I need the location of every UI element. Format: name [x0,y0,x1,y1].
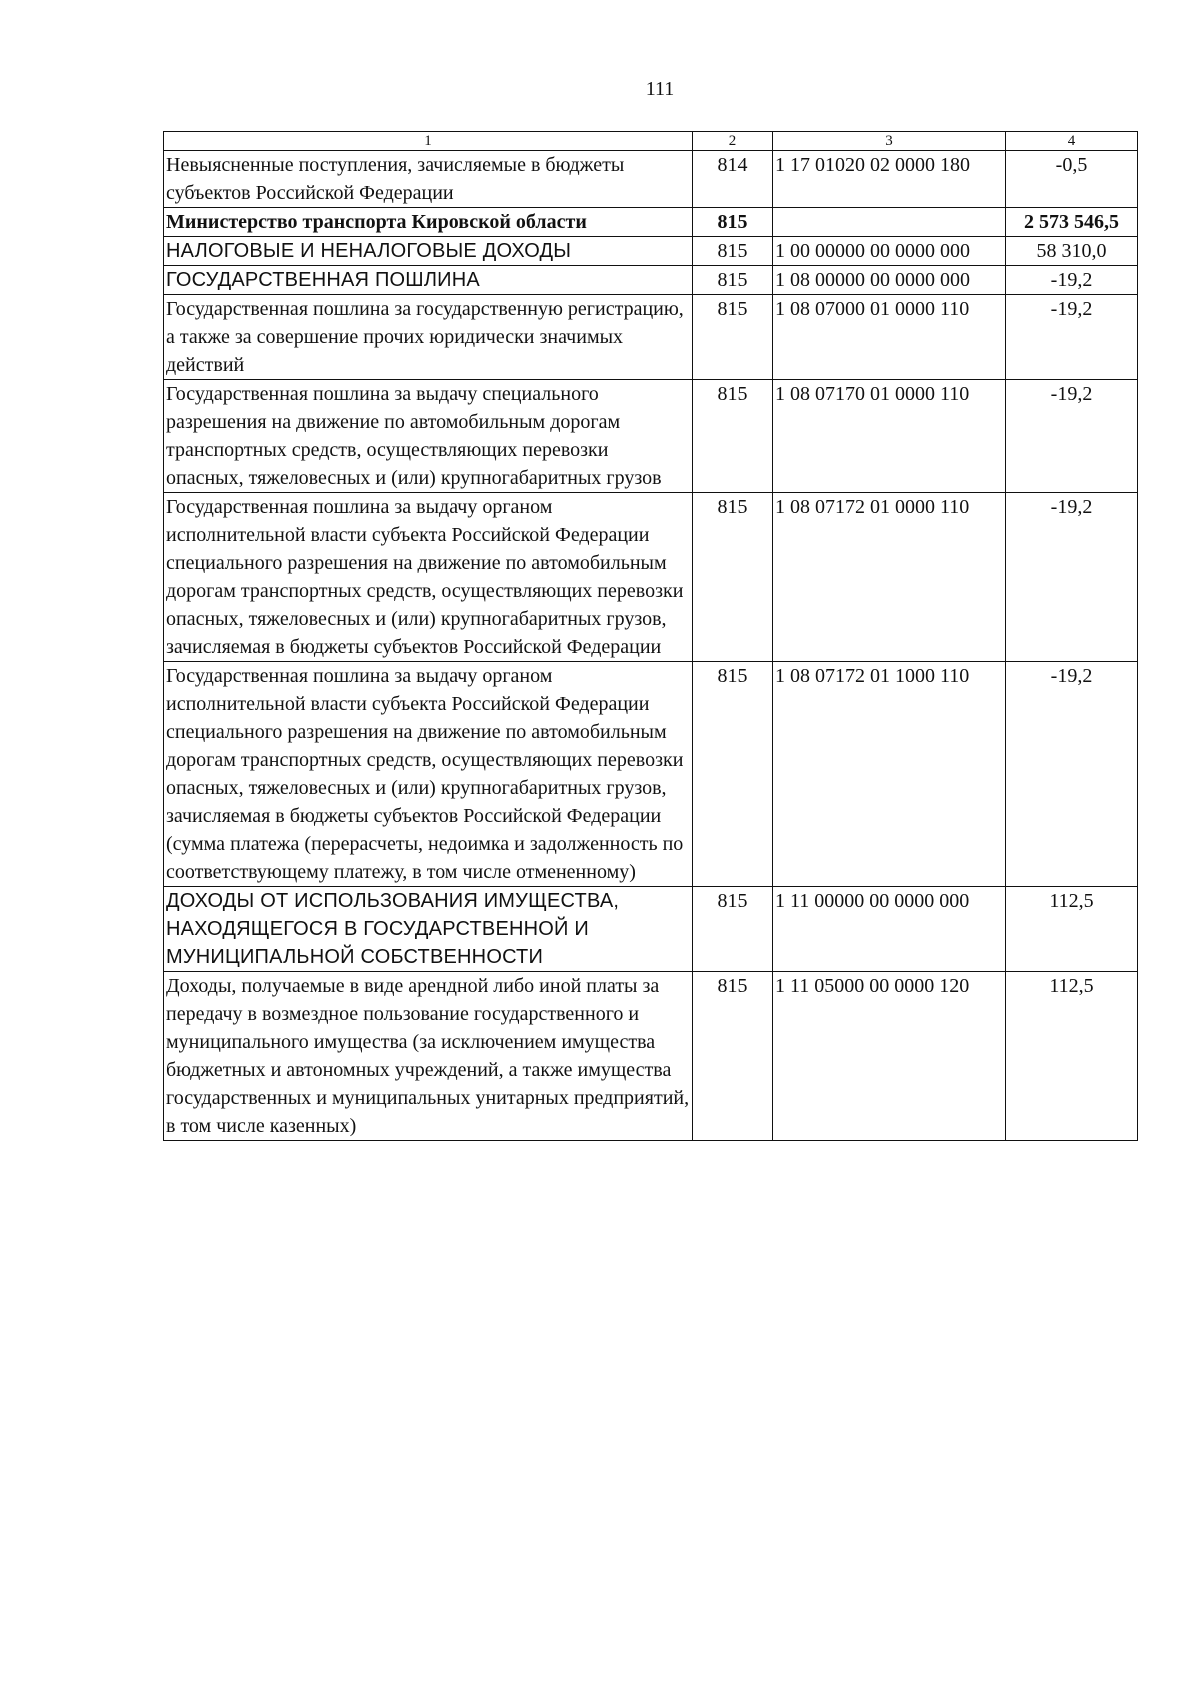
row-name: Государственная пошлина за государственную регистрацию, а также за совершение прочих юридически значимых действий [164,295,693,380]
row-name: Министерство транспорта Кировской области [164,208,693,237]
row-budget-code: 1 00 00000 00 0000 000 [773,237,1006,266]
row-name: Государственная пошлина за выдачу органом исполнительной власти субъекта Российской Федерации специального разрешения на движение по автомобильным дорогам транспортных средств, осуществляющих перевозки опасных, тяжеловесных и (или) крупногабаритных грузов, зачисляемая в бюджеты субъектов Российской Федерации (сумма платежа (перерасчеты, недоимка и задолженность по соответствующему платежу, в том числе отмененному) [164,662,693,887]
budget-revenue-table [163,131,1138,1141]
row-budget-code: 1 17 01020 02 0000 180 [773,151,1006,208]
row-admin-code: 815 [693,266,773,295]
table-row [164,151,1138,208]
column-header-4: 4 [1006,132,1138,151]
row-name: Государственная пошлина за выдачу специального разрешения на движение по автомобильным дорогам транспортных средств, осуществляющих перевозки опасных, тяжеловесных и (или) крупногабаритных грузов [164,380,693,493]
row-admin-code: 815 [693,295,773,380]
table-header-row [164,132,1138,151]
table-row [164,662,1138,887]
row-admin-code: 815 [693,972,773,1141]
row-admin-code: 815 [693,237,773,266]
row-amount: 112,5 [1006,972,1138,1141]
row-amount: 112,5 [1006,887,1138,972]
row-amount: 2 573 546,5 [1006,208,1138,237]
row-name: Невыясненные поступления, зачисляемые в бюджеты субъектов Российской Федерации [164,151,693,208]
row-budget-code: 1 08 07172 01 0000 110 [773,493,1006,662]
row-amount: -19,2 [1006,266,1138,295]
column-header-1: 1 [164,132,693,151]
row-name: Государственная пошлина за выдачу органом исполнительной власти субъекта Российской Федерации специального разрешения на движение по автомобильным дорогам транспортных средств, осуществляющих перевозки опасных, тяжеловесных и (или) крупногабаритных грузов, зачисляемая в бюджеты субъектов Российской Федерации [164,493,693,662]
row-name: Доходы, получаемые в виде арендной либо иной платы за передачу в возмездное пользование государственного и муниципального имущества (за исключением имущества бюджетных и автономных учреждений, а также имущества государственных и муниципальных унитарных предприятий, в том числе казенных) [164,972,693,1141]
column-header-2: 2 [693,132,773,151]
row-budget-code: 1 08 07172 01 1000 110 [773,662,1006,887]
row-admin-code: 815 [693,493,773,662]
row-budget-code: 1 08 07000 01 0000 110 [773,295,1006,380]
row-admin-code: 815 [693,208,773,237]
table-row-ministry [164,208,1138,237]
table-row [164,380,1138,493]
table-row [164,972,1138,1141]
row-name: ГОСУДАРСТВЕННАЯ ПОШЛИНА [164,266,693,295]
row-budget-code [773,208,1006,237]
table-row [164,887,1138,972]
table-row [164,237,1138,266]
row-name: ДОХОДЫ ОТ ИСПОЛЬЗОВАНИЯ ИМУЩЕСТВА, НАХОДЯЩЕГОСЯ В ГОСУДАРСТВЕННОЙ И МУНИЦИПАЛЬНОЙ СОБСТВЕННОСТИ [164,887,693,972]
page-number: 111 [645,78,675,100]
row-amount: -19,2 [1006,380,1138,493]
row-amount: -19,2 [1006,662,1138,887]
row-admin-code: 815 [693,380,773,493]
table-row [164,266,1138,295]
row-budget-code: 1 11 00000 00 0000 000 [773,887,1006,972]
row-admin-code: 815 [693,887,773,972]
row-amount: -19,2 [1006,493,1138,662]
row-name: НАЛОГОВЫЕ И НЕНАЛОГОВЫЕ ДОХОДЫ [164,237,693,266]
row-budget-code: 1 08 07170 01 0000 110 [773,380,1006,493]
row-admin-code: 815 [693,662,773,887]
row-amount: 58 310,0 [1006,237,1138,266]
table-row [164,295,1138,380]
table-row [164,493,1138,662]
row-admin-code: 814 [693,151,773,208]
row-amount: -0,5 [1006,151,1138,208]
row-budget-code: 1 11 05000 00 0000 120 [773,972,1006,1141]
row-budget-code: 1 08 00000 00 0000 000 [773,266,1006,295]
column-header-3: 3 [773,132,1006,151]
row-amount: -19,2 [1006,295,1138,380]
